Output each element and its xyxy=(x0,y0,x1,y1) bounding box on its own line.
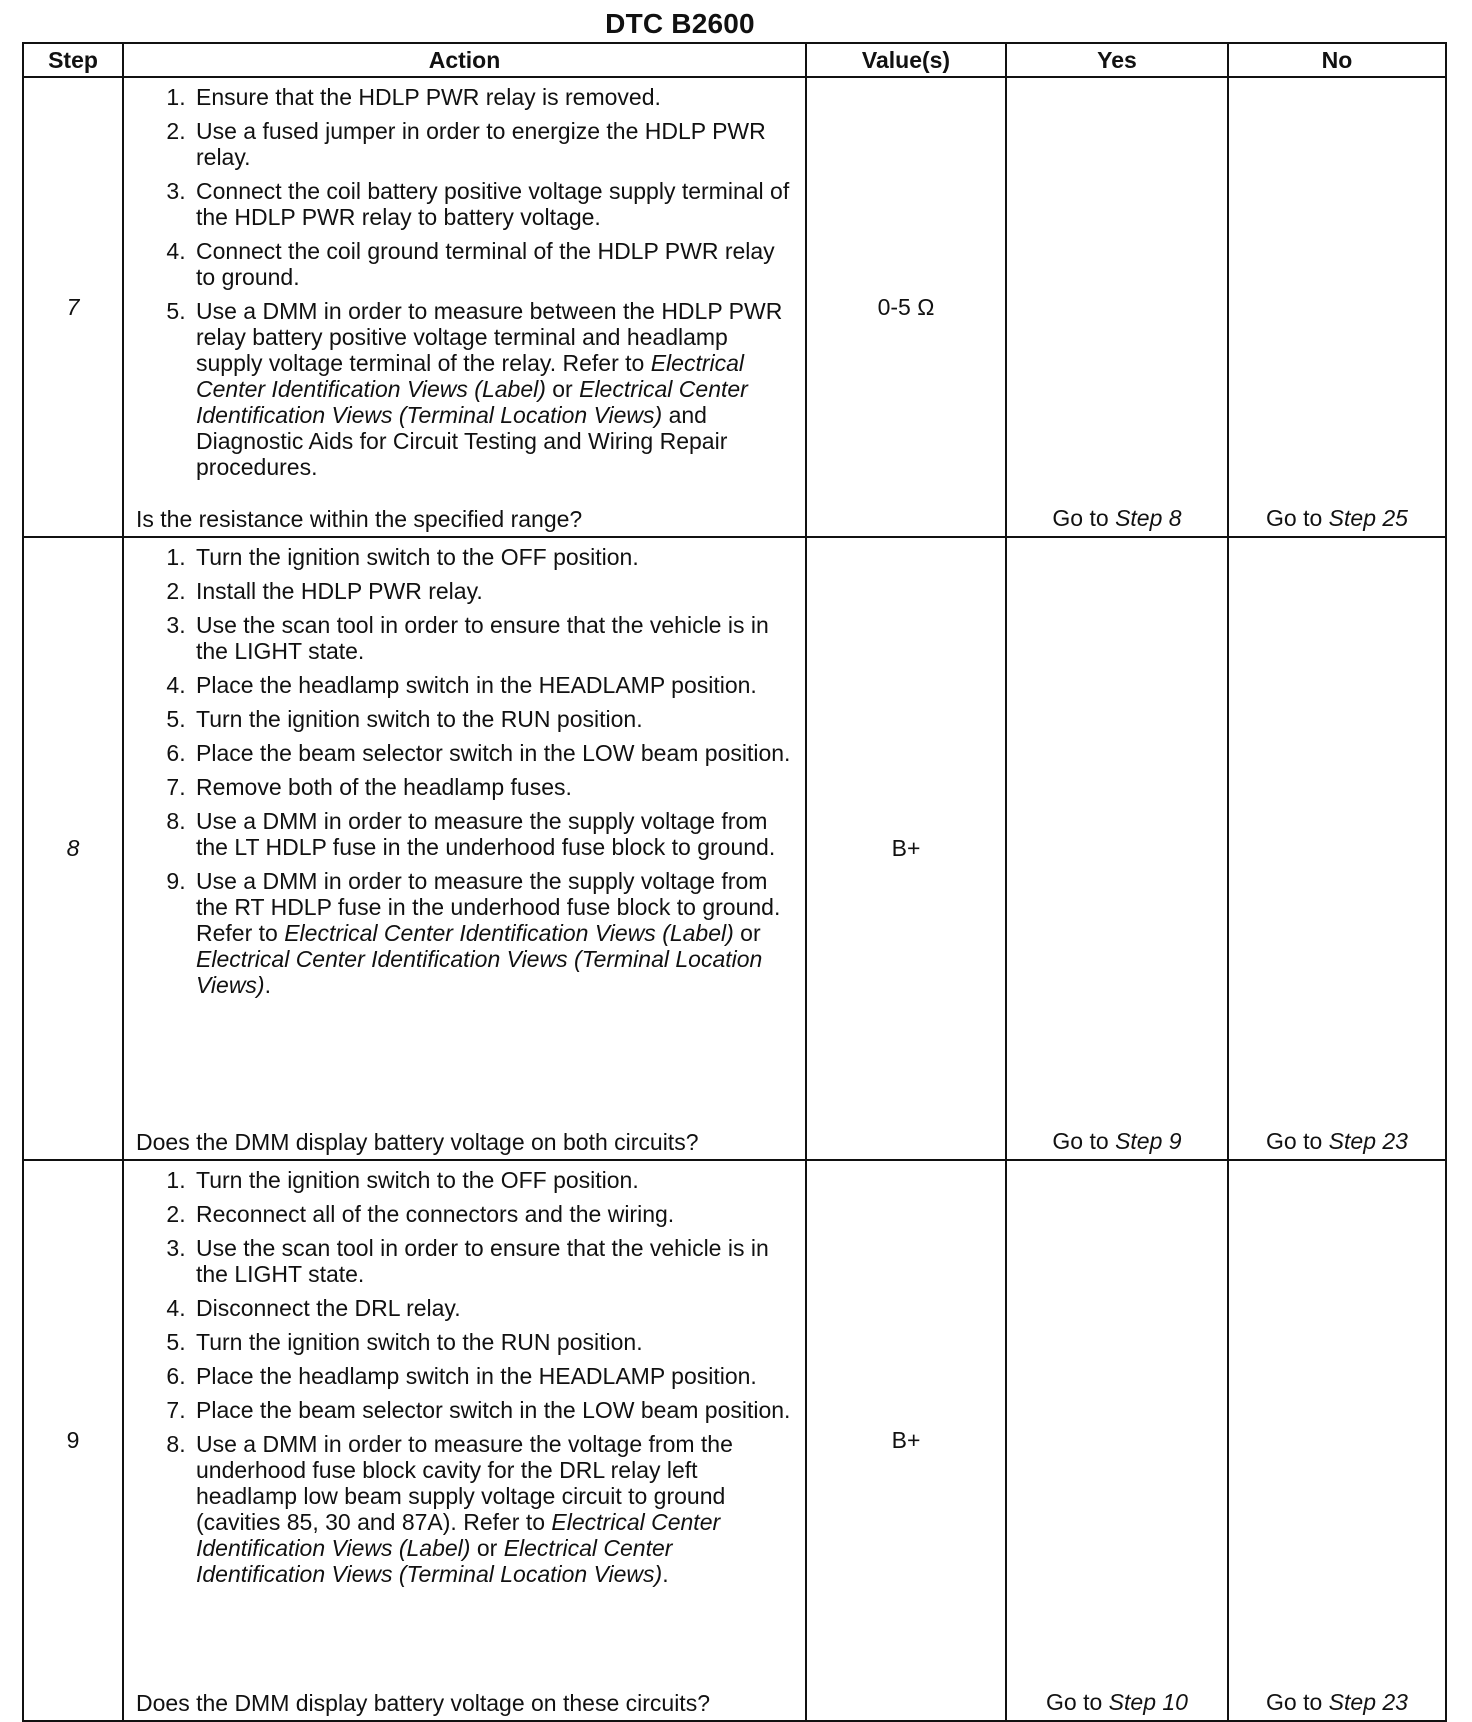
list-item xyxy=(192,868,793,998)
header-row xyxy=(23,43,1446,77)
header-action: Action xyxy=(123,43,806,77)
no-goto xyxy=(1229,505,1445,536)
list-item: 6. Place the headlamp switch in the HEADLAMP position. xyxy=(192,1363,793,1389)
goto-prefix: Go to xyxy=(1046,1689,1109,1715)
list-item: 1. Turn the ignition switch to the OFF position. xyxy=(192,544,793,570)
yes-goto xyxy=(1007,1128,1227,1159)
yes-goto xyxy=(1007,505,1227,536)
page-title: DTC B2600 xyxy=(605,8,755,39)
goto-prefix: Go to xyxy=(1266,505,1329,531)
step-number: 7 xyxy=(23,77,123,537)
question-text: Does the DMM display battery voltage on both circuits? xyxy=(136,1129,699,1155)
item-text: or xyxy=(545,376,580,402)
action-list xyxy=(124,544,805,998)
goto-step: Step 23 xyxy=(1328,1689,1408,1715)
yes-cell xyxy=(1006,537,1228,1160)
action-cell xyxy=(123,77,806,537)
item-text: Use a DMM in order to measure the supply voltage from the RT HDLP fuse in the underhood fuse block to ground. Refer to xyxy=(196,868,781,946)
header-no: No xyxy=(1228,43,1446,77)
yes-cell xyxy=(1006,1160,1228,1721)
list-item: 6. Place the beam selector switch in the LOW beam position. xyxy=(192,740,793,766)
list-item xyxy=(192,1431,793,1587)
yes-cell xyxy=(1006,77,1228,537)
reference-link: Electrical Center Identification Views (Label) xyxy=(196,350,745,402)
goto-step: Step 9 xyxy=(1115,1128,1182,1154)
list-item: 5. Turn the ignition switch to the RUN position. xyxy=(192,1329,793,1355)
goto-prefix: Go to xyxy=(1266,1128,1329,1154)
list-item: 5. Turn the ignition switch to the RUN position. xyxy=(192,706,793,732)
list-item: 4. Connect the coil ground terminal of the HDLP PWR relay to ground. xyxy=(192,238,793,290)
table-row xyxy=(23,77,1446,537)
list-item: 3. Connect the coil battery positive voltage supply terminal of the HDLP PWR relay to battery voltage. xyxy=(192,178,793,230)
no-goto xyxy=(1229,1689,1445,1720)
reference-link: Electrical Center Identification Views (Terminal Location Views) xyxy=(196,1535,673,1587)
list-item: 2. Use a fused jumper in order to energize the HDLP PWR relay. xyxy=(192,118,793,170)
list-item: 2. Install the HDLP PWR relay. xyxy=(192,578,793,604)
goto-step: Step 25 xyxy=(1328,505,1408,531)
diagnostic-table xyxy=(22,42,1447,1722)
item-text: . xyxy=(662,1561,669,1587)
goto-step: Step 10 xyxy=(1108,1689,1188,1715)
list-item: 4. Disconnect the DRL relay. xyxy=(192,1295,793,1321)
list-item: 1. Turn the ignition switch to the OFF position. xyxy=(192,1167,793,1193)
table-row xyxy=(23,1160,1446,1721)
no-cell xyxy=(1228,537,1446,1160)
goto-step: Step 23 xyxy=(1328,1128,1408,1154)
step-number: 8 xyxy=(23,537,123,1160)
yes-goto xyxy=(1007,1689,1227,1720)
table-row xyxy=(23,537,1446,1160)
question-text: Is the resistance within the specified range? xyxy=(136,506,583,532)
goto-prefix: Go to xyxy=(1266,1689,1329,1715)
header-values: Value(s) xyxy=(806,43,1006,77)
list-item xyxy=(192,298,793,480)
list-item: 4. Place the headlamp switch in the HEADLAMP position. xyxy=(192,672,793,698)
goto-prefix: Go to xyxy=(1052,505,1116,531)
list-item: 8. Use a DMM in order to measure the supply voltage from the LT HDLP fuse in the underhood fuse block to ground. xyxy=(192,808,793,860)
step-number: 9 xyxy=(23,1160,123,1721)
goto-step: Step 8 xyxy=(1115,505,1182,531)
item-text: and Diagnostic Aids for Circuit Testing and Wiring Repair procedures. xyxy=(196,402,728,480)
reference-link: Electrical Center Identification Views (Label) xyxy=(284,920,734,946)
question-text: Does the DMM display battery voltage on these circuits? xyxy=(136,1690,710,1716)
value-cell: B+ xyxy=(806,1160,1006,1721)
action-cell xyxy=(123,537,806,1160)
list-item: 3. Use the scan tool in order to ensure that the vehicle is in the LIGHT state. xyxy=(192,612,793,664)
list-item: 7. Remove both of the headlamp fuses. xyxy=(192,774,793,800)
action-list xyxy=(124,84,805,480)
no-goto xyxy=(1229,1128,1445,1159)
goto-prefix: Go to xyxy=(1052,1128,1116,1154)
value-cell: 0-5 Ω xyxy=(806,77,1006,537)
no-cell xyxy=(1228,77,1446,537)
no-cell xyxy=(1228,1160,1446,1721)
item-text: Use a DMM in order to measure between the HDLP PWR relay battery positive voltage terminal and headlamp supply voltage terminal of the relay. Refer to xyxy=(196,298,783,376)
item-text: . xyxy=(264,972,271,998)
list-item: 1. Ensure that the HDLP PWR relay is removed. xyxy=(192,84,793,110)
action-list xyxy=(124,1167,805,1587)
reference-link: Electrical Center Identification Views (Label) xyxy=(196,1509,721,1561)
reference-link: Electrical Center Identification Views (Terminal Location Views) xyxy=(196,376,748,428)
list-item: 3. Use the scan tool in order to ensure that the vehicle is in the LIGHT state. xyxy=(192,1235,793,1287)
reference-link: Electrical Center Identification Views (Terminal Location Views) xyxy=(196,946,763,998)
value-cell: B+ xyxy=(806,537,1006,1160)
list-item: 2. Reconnect all of the connectors and the wiring. xyxy=(192,1201,793,1227)
list-item: 7. Place the beam selector switch in the LOW beam position. xyxy=(192,1397,793,1423)
header-yes: Yes xyxy=(1006,43,1228,77)
item-text: or xyxy=(733,920,761,946)
item-text: Use a DMM in order to measure the voltage from the underhood fuse block cavity for the DRL relay left headlamp low beam supply voltage circuit to ground (cavities 85, 30 and 87A). Refer to xyxy=(196,1431,733,1535)
header-step: Step xyxy=(23,43,123,77)
item-text: or xyxy=(470,1535,504,1561)
action-cell xyxy=(123,1160,806,1721)
